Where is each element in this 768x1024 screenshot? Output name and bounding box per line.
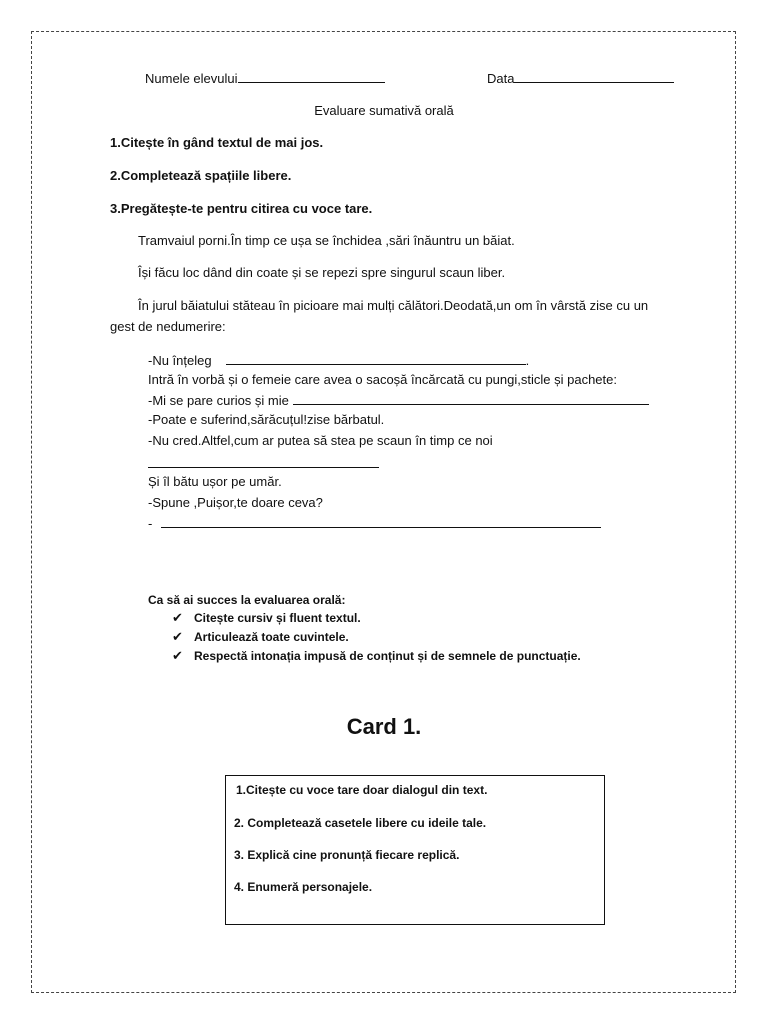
date-field[interactable] (487, 70, 674, 87)
paragraph-3-continued: gest de nedumerire: (110, 319, 226, 334)
dialogue-blank-3[interactable] (148, 455, 379, 468)
card-title: Card 1. (346, 714, 422, 739)
dialogue-line-3-text: -Mi se pare curios și mie (148, 393, 289, 408)
instruction-2: 2.Completează spațiile libere. (110, 168, 292, 183)
instruction-1: 1.Citește în gând textul de mai jos. (110, 135, 324, 150)
tips-item-text: Respectă intonația impusă de conținut și de semnele de punctuație. (194, 649, 581, 663)
student-name-blank[interactable] (238, 70, 385, 83)
subtitle: Evaluare sumativă orală (314, 103, 454, 118)
dialogue-line-1-end: . (525, 353, 530, 368)
dialogue-blank-2[interactable] (293, 392, 649, 405)
card-item-1: 1.Citește cu voce tare doar dialogul din text. (236, 783, 488, 797)
dialogue-line-5: -Nu cred.Altfel,cum ar putea să stea pe scaun în timp ce noi (148, 433, 493, 448)
dialogue-line-7: -Spune ,Puișor,te doare ceva? (148, 495, 323, 510)
card-box (225, 775, 605, 925)
tips-item (172, 648, 581, 664)
tips-item-text: Citește cursiv și fluent textul. (194, 611, 361, 625)
date-label: Data (487, 71, 515, 86)
card-item-4: 4. Enumeră personajele. (234, 880, 373, 894)
dialogue-dash: - (148, 516, 153, 531)
dialogue-blank-row[interactable] (148, 455, 379, 472)
paragraph-1: Tramvaiul porni.În timp ce ușa se închidea ,sări înăuntru un băiat. (138, 233, 515, 248)
dialogue-line-2: Intră în vorbă și o femeie care avea o sacoșă încărcată cu pungi,sticle și pachete: (148, 372, 617, 387)
instruction-3: 3.Pregătește-te pentru citirea cu voce tare. (110, 201, 373, 216)
date-blank[interactable] (514, 70, 674, 83)
tips-item-text: Articulează toate cuvintele. (194, 630, 349, 644)
dialogue-line-6: Și îl bătu ușor pe umăr. (148, 474, 282, 489)
tips-item (172, 610, 361, 626)
paragraph-3: În jurul băiatului stăteau în picioare mai mulți călători.Deodată,un om în vârstă zise cu un (138, 298, 649, 313)
dialogue-line-8 (148, 515, 601, 532)
checkmark-icon: ✔ (172, 648, 183, 663)
card-item-3: 3. Explică cine pronunță fiecare replică. (234, 848, 460, 862)
dialogue-line-4: -Poate e suferind,sărăcuțul!zise bărbatul. (148, 412, 385, 427)
checkmark-icon: ✔ (172, 629, 183, 644)
dialogue-blank-4[interactable] (161, 515, 601, 528)
tips-heading: Ca să ai succes la evaluarea orală: (148, 593, 346, 607)
tips-item (172, 629, 349, 645)
checkmark-icon: ✔ (172, 610, 183, 625)
dialogue-line-1-text: -Nu înțeleg (148, 353, 212, 368)
student-name-label: Numele elevului (145, 71, 238, 86)
paragraph-2: Își făcu loc dând din coate și se repezi spre singurul scaun liber. (138, 265, 506, 280)
student-name-field[interactable] (145, 70, 385, 87)
card-item-2: 2. Completează casetele libere cu ideile tale. (234, 816, 487, 830)
dialogue-blank-1[interactable] (226, 352, 526, 365)
dialogue-line-3 (148, 392, 649, 409)
dialogue-line-1 (148, 352, 529, 369)
